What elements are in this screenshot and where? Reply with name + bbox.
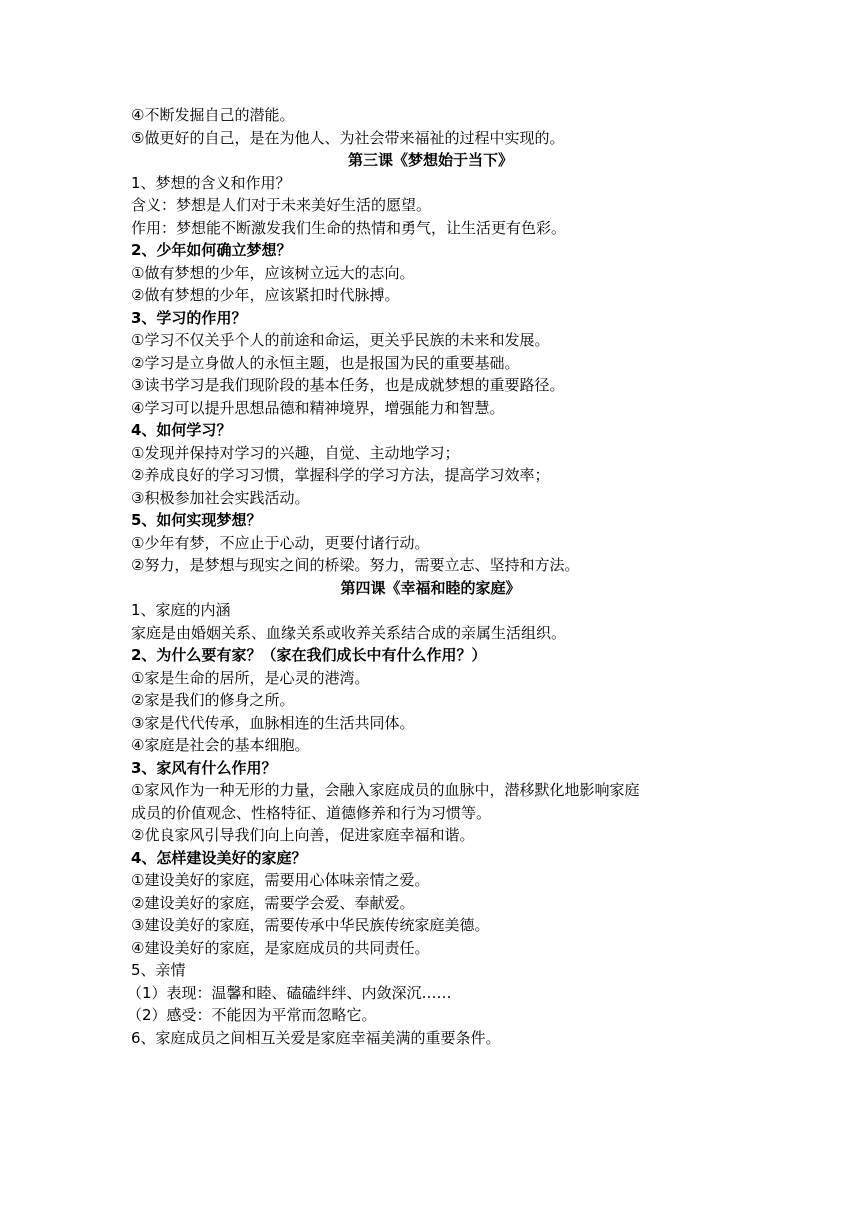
question-heading: 3、家风有什么作用？ bbox=[131, 758, 277, 777]
text-line: （1）表现：温馨和睦、磕磕绊绊、内敛深沉…… bbox=[127, 983, 452, 1002]
text-line: 成员的价值观念、性格特征、道德修养和行为习惯等。 bbox=[131, 803, 492, 822]
text-line: ④建设美好的家庭，是家庭成员的共同责任。 bbox=[131, 938, 430, 957]
text-line: ③积极参加社会实践活动。 bbox=[131, 488, 310, 507]
text-line: ②优良家风引导我们向上向善，促进家庭幸福和谐。 bbox=[131, 826, 475, 844]
question-heading: 2、少年如何确立梦想？ bbox=[131, 241, 292, 259]
question-heading: 4、如何学习？ bbox=[131, 421, 232, 439]
text-line: ③家是代代传承，血脉相连的生活共同体。 bbox=[131, 713, 415, 732]
lesson-heading: 第四课《幸福和睦的家庭》 bbox=[340, 578, 521, 597]
text-line: ②学习是立身做人的永恒主题，也是报国为民的重要基础。 bbox=[131, 353, 520, 372]
text-line: ①学习不仅关乎个人的前途和命运，更关乎民族的未来和发展。 bbox=[131, 331, 550, 349]
text-line: ④学习可以提升思想品德和精神境界，增强能力和智慧。 bbox=[131, 398, 505, 417]
question-heading: 4、怎样建设美好的家庭？ bbox=[131, 848, 307, 867]
text-line: ②家是我们的修身之所。 bbox=[131, 691, 295, 709]
text-line: ②养成良好的学习习惯，掌握科学的学习方法，提高学习效率； bbox=[131, 466, 550, 484]
text-line: ①建设美好的家庭，需要用心体味亲情之爱。 bbox=[131, 871, 430, 889]
text-line: 5、亲情 bbox=[131, 961, 186, 979]
text-line: ②努力，是梦想与现实之间的桥梁。努力，需要立志、坚持和方法。 bbox=[131, 556, 580, 574]
text-line: ②做有梦想的少年，应该紧扣时代脉搏。 bbox=[131, 286, 400, 304]
question-heading: 2、为什么要有家？（家在我们成长中有什么作用？） bbox=[131, 646, 487, 664]
text-line: ①家风作为一种无形的力量，会融入家庭成员的血脉中，潜移默化地影响家庭 bbox=[131, 781, 640, 799]
text-line: ③建设美好的家庭，需要传承中华民族传统家庭美德。 bbox=[131, 916, 490, 934]
question-heading: 5、如何实现梦想？ bbox=[131, 511, 262, 529]
lesson-heading: 第三课《梦想始于当下》 bbox=[347, 151, 513, 169]
text-line: ①家是生命的居所，是心灵的港湾。 bbox=[131, 668, 370, 687]
text-line: 1、梦想的含义和作用？ bbox=[131, 173, 291, 192]
text-line: ④家庭是社会的基本细胞。 bbox=[131, 736, 310, 754]
text-line: ①做有梦想的少年，应该树立远大的志向。 bbox=[131, 263, 415, 282]
text-line: 含义：梦想是人们对于未来美好生活的愿望。 bbox=[131, 196, 432, 214]
text-line: 1、家庭的内涵 bbox=[131, 601, 231, 619]
text-line: ⑤做更好的自己，是在为他人、为社会带来福祉的过程中实现的。 bbox=[131, 128, 565, 147]
text-line: 6、家庭成员之间相互关爱是家庭幸福美满的重要条件。 bbox=[131, 1028, 501, 1047]
text-line: ①发现并保持对学习的兴趣，自觉、主动地学习； bbox=[131, 443, 460, 462]
text-line: 家庭是由婚姻关系、血缘关系或收养关系结合成的亲属生活组织。 bbox=[131, 623, 567, 642]
text-line: 作用：梦想能不断激发我们生命的热情和勇气，让生活更有色彩。 bbox=[131, 218, 567, 237]
text-line: （2）感受：不能因为平常而忽略它。 bbox=[127, 1006, 377, 1024]
question-heading: 3、学习的作用？ bbox=[131, 308, 247, 327]
text-line: ③读书学习是我们现阶段的基本任务，也是成就梦想的重要路径。 bbox=[131, 376, 565, 394]
text-line: ④不断发掘自己的潜能。 bbox=[131, 106, 295, 124]
text-line: ①少年有梦，不应止于心动，更要付诸行动。 bbox=[131, 533, 430, 552]
text-line: ②建设美好的家庭，需要学会爱、奉献爱。 bbox=[131, 893, 415, 912]
